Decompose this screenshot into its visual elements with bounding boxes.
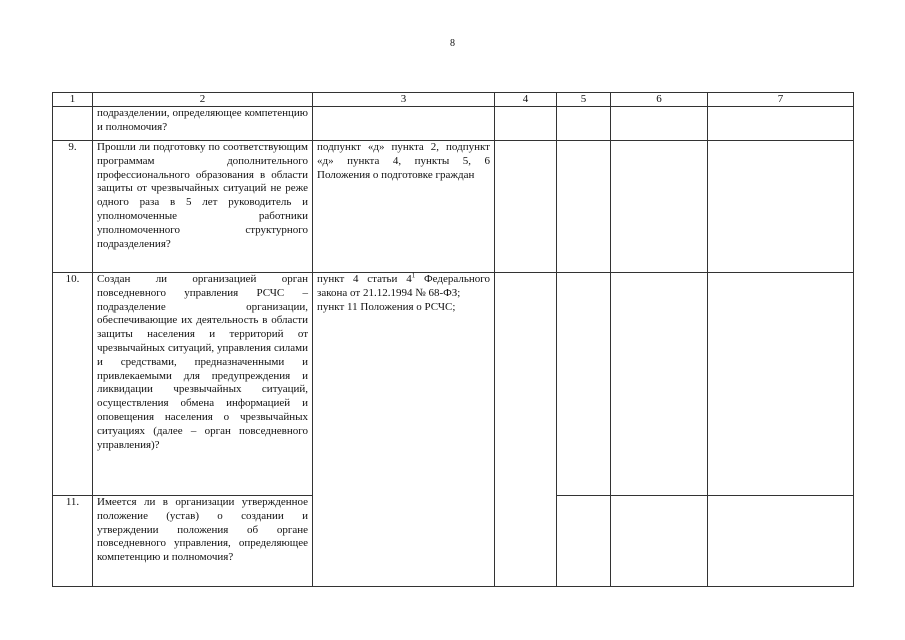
table-row: [53, 273, 854, 496]
cell-col-4: [495, 107, 557, 141]
cell-col-7: [708, 496, 854, 587]
cell-col-6: [611, 496, 708, 587]
cell-col-5: [557, 141, 611, 273]
header-col-6: 6: [611, 93, 708, 107]
header-col-2: 2: [93, 93, 313, 107]
cell-col-6: [611, 273, 708, 496]
header-col-4: 4: [495, 93, 557, 107]
cell-col-7: [708, 141, 854, 273]
header-row: [53, 93, 854, 107]
question-cell: Создан ли организацией орган повседневного управления РСЧС – подразделение организации, обеспечивающие их деятельность в области защиты населения и территорий от чрезвычайных ситуаций, управления силами и средствами, предназначенными и привлекаемыми для предупреждения и ликвидации чрезвычайных ситуаций, осуществления обмена информацией и оповещения населения о чрезвычайных ситуациях (далее – орган повседневного управления)?: [93, 273, 313, 496]
header-col-1: 1: [53, 93, 93, 107]
cell-col-7: [708, 107, 854, 141]
cell-col-5: [557, 496, 611, 587]
header-col-7: 7: [708, 93, 854, 107]
question-cell: Имеется ли в организации утвержденное положение (устав) о создании и утверждении положения об органе повседневного управления, определяющее компетенцию и полномочия?: [93, 496, 313, 587]
reference-main: пункт 4 статьи 4: [317, 273, 412, 285]
reference-line-2: пункт 11 Положения о РСЧС;: [317, 300, 456, 313]
reference-cell: подпункт «д» пункта 2, подпункт «д» пункта 4, пункты 5, 6 Положения о подготовке граждан: [313, 141, 495, 273]
header-col-5: 5: [557, 93, 611, 107]
row-number: [53, 107, 93, 141]
reference-line-1: [317, 273, 490, 301]
cell-col-5: [557, 273, 611, 496]
reference-cell: [313, 273, 495, 587]
cell-col-6: [611, 107, 708, 141]
row-number: 11.: [53, 496, 93, 587]
checklist-table: [52, 92, 854, 587]
cell-col-7: [708, 273, 854, 496]
question-cell: подразделении, определяющее компетенцию и полномочия?: [93, 107, 313, 141]
table-row: [53, 141, 854, 273]
header-col-3: 3: [313, 93, 495, 107]
reference-superscript: 1: [411, 271, 416, 280]
cell-col-6: [611, 141, 708, 273]
cell-col-4: [495, 273, 557, 587]
page-number: 8: [450, 38, 455, 49]
cell-col-5: [557, 107, 611, 141]
row-number: 9.: [53, 141, 93, 273]
reference-rest: Федерального закона от 21.12.1994 № 68-ФЗ;: [317, 273, 490, 299]
table-row: [53, 107, 854, 141]
question-cell: Прошли ли подготовку по соответствующим программам дополнительного профессионального образования в области защиты от чрезвычайных ситуаций не реже одного раза в 5 лет руководитель и уполномоченные работники уполномоченного структурного подразделения?: [93, 141, 313, 273]
cell-col-4: [495, 141, 557, 273]
reference-cell: [313, 107, 495, 141]
row-number: 10.: [53, 273, 93, 496]
